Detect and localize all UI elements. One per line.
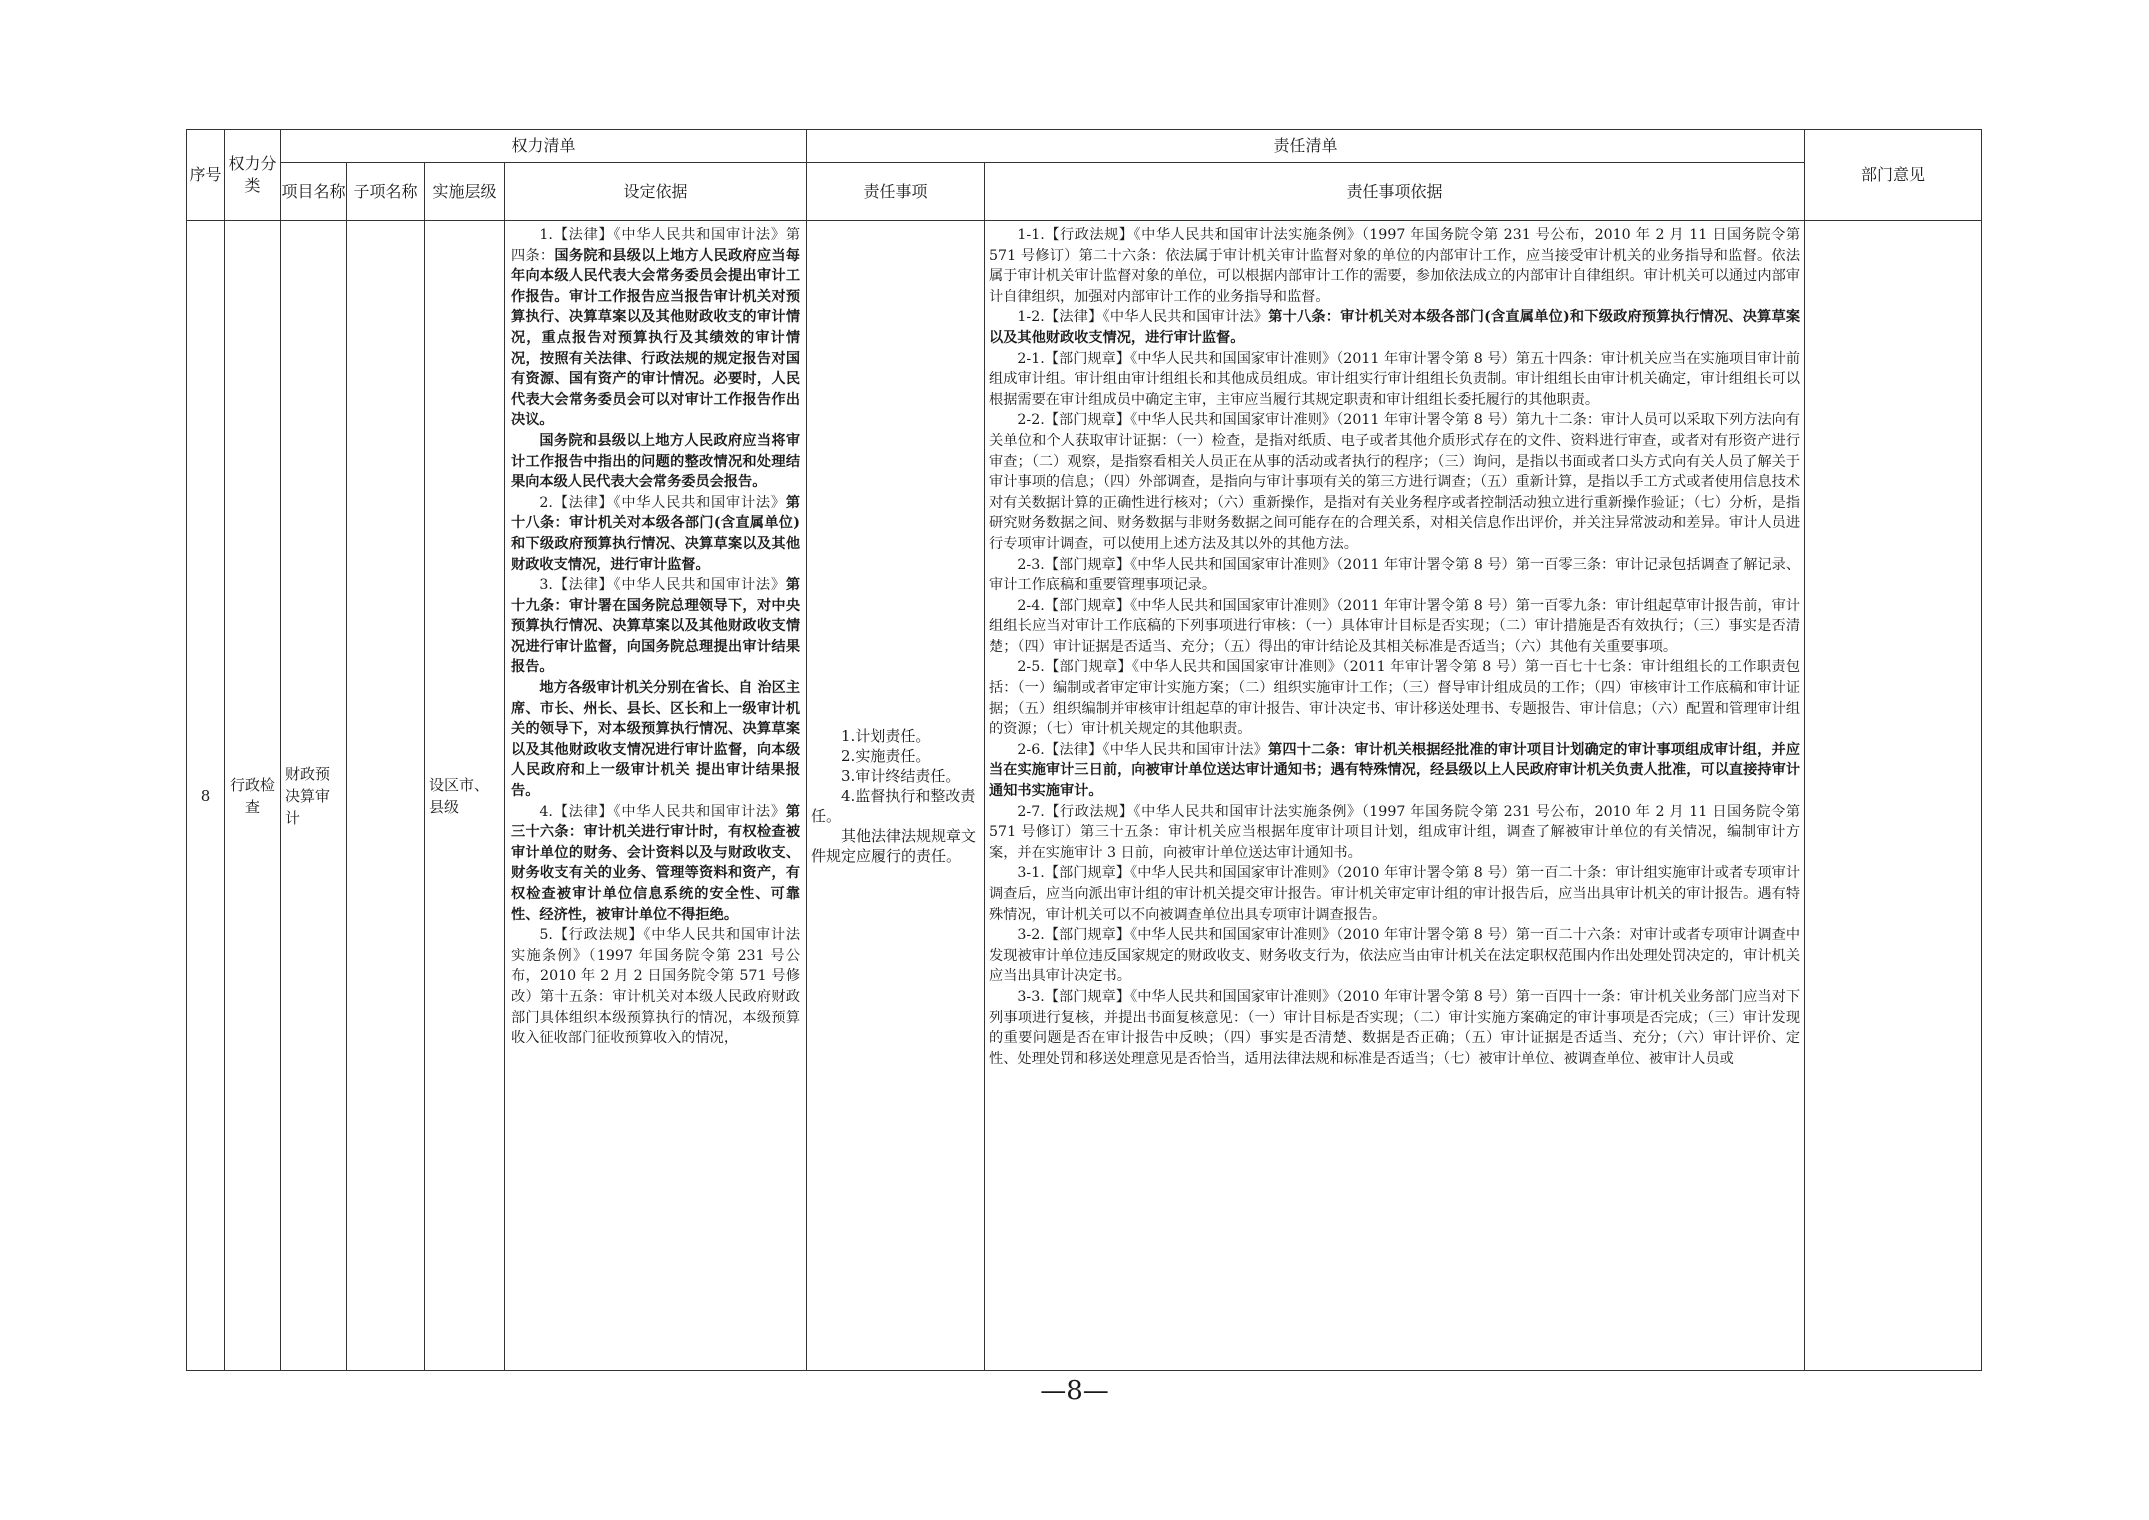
row-dept-opinion: [1805, 221, 1982, 1371]
basis-1-body: 国务院和县级以上地方人民政府应当每年向本级人民代表大会常务委员会提出审计工作报告。审计工作报告应当报告审计机关对预算执行、决算草案以及其他财政收支的审计情况，重点报告对预算执行及其绩效的审计情况，按照有关法律、行政法规的规定报告对国有资源、国有资产的审计情况。必要时，人民代表大会常务委员会可以对审计工作报告作出决议。: [511, 247, 801, 429]
row-responsibility-items: [807, 221, 985, 1371]
basis-3-cont: 地方各级审计机关分别在省长、自 治区主席、市长、州长、县长、区长和上一级审计机关的领导下，对本级预算执行情况、决算草案以及其他财政收支情况进行审计监督，向本级人民政府和上一级审计机关 提出审计结果报告。: [511, 680, 801, 800]
resp-item-implement: 2.实施责任。: [841, 746, 931, 765]
row-item-name: 财政预决算审计: [281, 221, 347, 1371]
header-category: 权力分类: [225, 130, 281, 221]
header-responsibility-item: 责任事项: [807, 163, 985, 221]
resp-basis-2-4: 2-4.【部门规章】《中华人民共和国国家审计准则》（2011 年审计署令第 8 号）第一百零九条：审计组起草审计报告前，审计组组长应当对审计工作底稿的下列事项进行审核：（一）具体审计目标是否实现；（二）审计措施是否有效执行；（三）事实是否清楚；（四）审计证据是否适当、充分；（五）得出的审计结论及其相关标准是否适当；（六）其他有关重要事项。: [989, 597, 1801, 655]
header-basis: 设定依据: [505, 163, 807, 221]
basis-5: 5.【行政法规】《中华人民共和国审计法实施条例》（1997 年国务院令第 231 号公布，2010 年 2 月 2 日国务院令第 571 号修改）第十五条：审计机关对本级人民政府财政部门具体组织本级预算执行的情况，本级预算收入征收部门征收预算收入的情况，: [511, 927, 801, 1047]
resp-basis-2-3: 2-3.【部门规章】《中华人民共和国国家审计准则》（2011 年审计署令第 8 号）第一百零三条：审计记录包括调查了解记录、审计工作底稿和重要管理事项记录。: [989, 556, 1801, 594]
page-number: —8—: [1040, 1376, 1109, 1406]
resp-basis-2-1: 2-1.【部门规章】《中华人民共和国国家审计准则》（2011 年审计署令第 8 号）第五十四条：审计机关应当在实施项目审计前组成审计组。审计组由审计组组长和其他成员组成。审计组实行审计组组长负责制。审计组组长由审计机关确定，审计组组长可以根据需要在审计组成员中确定主审，主审应当履行其规定职责和审计组组长委托履行的其他职责。: [989, 350, 1801, 408]
header-responsibility-basis: 责任事项依据: [985, 163, 1805, 221]
power-responsibility-table: [186, 129, 1982, 1371]
row-seq: 8: [187, 221, 225, 1371]
header-item-name: 项目名称: [281, 163, 347, 221]
basis-4-head: 4.【法律】《中华人民共和国审计法》: [539, 803, 786, 820]
resp-basis-2-6-body: 第四十二条：审计机关根据经批准的审计项目计划确定的审计事项组成审计组，并应当在实施审计三日前，向被审计单位送达审计通知书；遇有特殊情况，经县级以上人民政府审计机关负责人批准，可以直接持审计通知书实施审计。: [989, 741, 1801, 800]
resp-basis-1-1: 1-1.【行政法规】《中华人民共和国审计法实施条例》（1997 年国务院令第 231 号公布，2010 年 2 月 11 日国务院令第 571 号修订）第二十六条：依法属于审计机关审计监督对象的单位的内部审计工作，应当接受审计机关的业务指导和监督。依法属于审计机关审计监督对象的单位，可以根据内部审计工作的需要，参加依法成立的内部审计自律组织。审计机关可以通过内部审计自律组织，加强对内部审计工作的业务指导和监督。: [989, 227, 1801, 305]
header-power-list: 权力清单: [281, 130, 807, 163]
resp-item-plan: 1.计划责任。: [841, 726, 931, 745]
row-level: 设区市、县级: [425, 221, 505, 1371]
resp-item-conclude: 3.审计终结责任。: [841, 766, 961, 785]
row-basis: [505, 221, 807, 1371]
resp-item-other: 其他法律法规规章文件规定应履行的责任。: [811, 826, 977, 865]
row-responsibility-basis: [985, 221, 1805, 1371]
header-seq: 序号: [187, 130, 225, 221]
row-sub-item: [347, 221, 425, 1371]
resp-basis-3-3: 3-3.【部门规章】《中华人民共和国国家审计准则》（2010 年审计署令第 8 号）第一百四十一条：审计机关业务部门应当对下列事项进行复核，并提出书面复核意见：（一）审计目标是否实现；（二）审计实施方案确定的审计事项是否完成；（三）审计发现的重要问题是否在审计报告中反映；（四）事实是否清楚、数据是否正确；（五）审计证据是否适当、充分；（六）审计评价、定性、处理处罚和移送处理意见是否恰当，适用法律法规和标准是否适当；（七）被审计单位、被调查单位、被审计人员或: [989, 988, 1801, 1067]
resp-basis-1-2-head: 1-2.【法律】《中华人民共和国审计法》: [1017, 309, 1269, 326]
resp-item-supervise: 4.监督执行和整改责任。: [811, 786, 976, 825]
header-level: 实施层级: [425, 163, 505, 221]
basis-1-cont: 国务院和县级以上地方人民政府应当将审计工作报告中指出的问题的整改情况和处理结果向本级人民代表大会常务委员会报告。: [511, 432, 801, 491]
basis-3-body: 第十九条：审计署在国务院总理领导下，对中央预算执行情况、决算草案以及其他财政收支情况进行审计监督，向国务院总理提出审计结果报告。: [511, 577, 801, 676]
resp-basis-2-2: 2-2.【部门规章】《中华人民共和国国家审计准则》（2011 年审计署令第 8 号）第九十二条：审计人员可以采取下列方法向有关单位和个人获取审计证据：（一）检查，是指对纸质、电子或者其他介质形式存在的文件、资料进行审查，或者对有形资产进行审查；（二）观察，是指察看相关人员正在从事的活动或者执行的程序；（三）询问，是指以书面或者口头方式向有关人员了解关于审计事项的信息；（四）外部调查，是指向与审计事项有关的第三方进行调查；（五）重新计算，是指以手工方式或者使用信息技术对有关数据计算的正确性进行核对；（六）重新操作，是指对有关业务程序或者控制活动独立进行重新操作验证；（七）分析，是指研究财务数据之间、财务数据与非财务数据之间可能存在的合理关系，对相关信息作出评价，并关注异常波动和差异。审计人员进行专项审计调查，可以使用上述方法及其以外的其他方法。: [989, 412, 1801, 552]
header-sub-item: 子项名称: [347, 163, 425, 221]
table-row: [187, 221, 1982, 1371]
row-category: 行政检查: [225, 221, 281, 1371]
basis-1-head: 1.【法律】《中华人民共和国审计法》第四条：: [511, 227, 801, 264]
basis-3-head: 3.【法律】《中华人民共和国审计法》: [539, 577, 786, 594]
resp-basis-1-2-body: 第十八条：审计机关对本级各部门(含直属单位)和下级政府预算执行情况、决算草案以及其他财政收支情况，进行审计监督。: [989, 309, 1801, 346]
header-responsibility-list: 责任清单: [807, 130, 1805, 163]
resp-basis-3-1: 3-1.【部门规章】《中华人民共和国国家审计准则》（2010 年审计署令第 8 号）第一百二十条：审计组实施审计或者专项审计调查后，应当向派出审计组的审计机关提交审计报告。审计机关审定审计组的审计报告后，应当出具审计机关的审计报告。遇有特殊情况，审计机关可以不向被调查单位出具专项审计调查报告。: [989, 865, 1801, 923]
resp-basis-2-5: 2-5.【部门规章】《中华人民共和国国家审计准则》（2011 年审计署令第 8 号）第一百七十七条：审计组组长的工作职责包括：（一）编制或者审定审计实施方案；（二）组织实施审计工作；（三）督导审计组成员的工作；（四）审核审计工作底稿和审计证据；（五）组织编制并审核审计组起草的审计报告、审计决定书、审计移送处理书、专题报告、审计信息；（六）配置和管理审计组的资源；（七）审计机关规定的其他职责。: [989, 659, 1801, 738]
resp-basis-2-7: 2-7.【行政法规】《中华人民共和国审计法实施条例》（1997 年国务院令第 231 号公布，2010 年 2 月 11 日国务院令第 571 号修订）第三十五条：审计机关应当根据年度审计项目计划，组成审计组，调查了解被审计单位的有关情况，编制审计方案，并在实施审计 3 日前，向被审计单位送达审计通知书。: [989, 803, 1801, 861]
resp-basis-2-6-head: 2-6.【法律】《中华人民共和国审计法》: [1017, 741, 1269, 758]
resp-basis-3-2: 3-2.【部门规章】《中华人民共和国国家审计准则》（2010 年审计署令第 8 号）第一百二十六条：对审计或者专项审计调查中发现被审计单位违反国家规定的财政收支、财务收支行为，依法应当由审计机关在法定职权范围内作出处理处罚决定的，审计机关应当出具审计决定书。: [989, 927, 1801, 985]
basis-2-body: 第十八条：审计机关对本级各部门(含直属单位)和下级政府预算执行情况、决算草案以及其他财政收支情况，进行审计监督。: [511, 494, 801, 573]
basis-2-head: 2.【法律】《中华人民共和国审计法》: [539, 494, 786, 511]
basis-4-body: 第三十六条：审计机关进行审计时，有权检查被审计单位的财务、会计资料以及与财政收支、财务收支有关的业务、管理等资料和资产，有权检查被审计单位信息系统的安全性、可靠性、经济性，被审计单位不得拒绝。: [511, 803, 801, 923]
header-dept-opinion: 部门意见: [1805, 130, 1982, 221]
